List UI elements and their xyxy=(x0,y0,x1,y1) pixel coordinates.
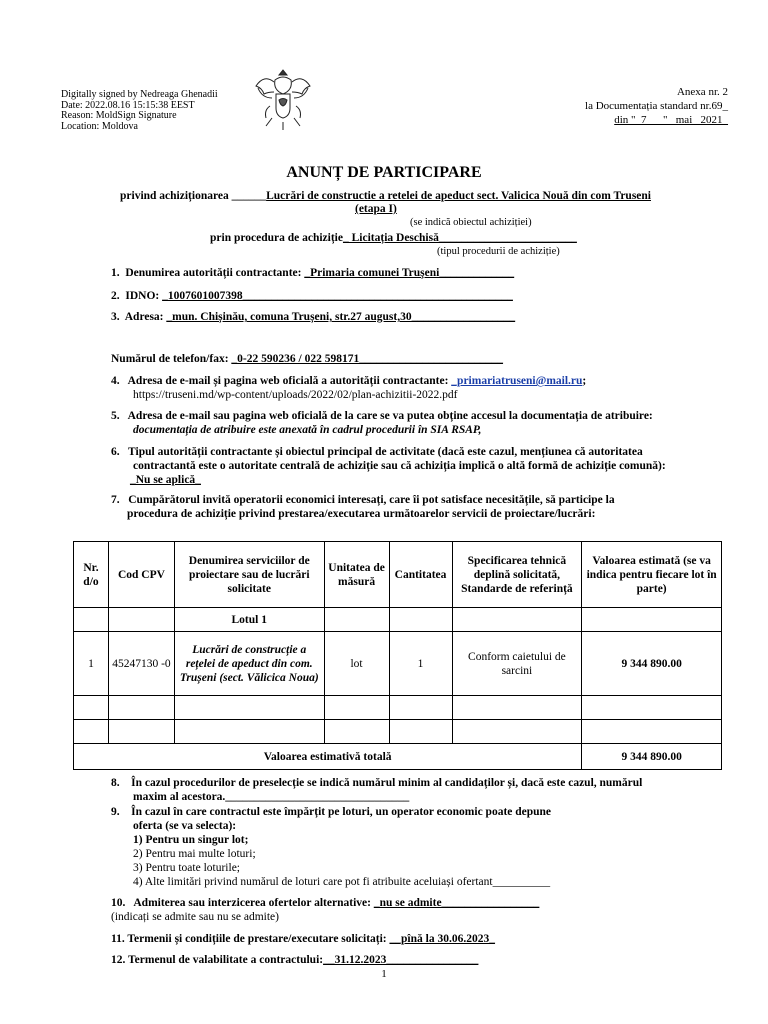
signature-date: Date: 2022.08.16 15:15:38 EEST xyxy=(61,99,195,111)
item-5 xyxy=(111,409,653,423)
procedure-type: _ Licitația Deschisă________________________ xyxy=(343,232,577,244)
contracting-authority: _Primaria comunei Truşeni_____________ xyxy=(304,267,515,279)
total-row xyxy=(74,744,722,770)
item-5-number: 5. xyxy=(111,410,120,422)
item-8-label: În cazul procedurilor de preselecție se indică numărul minim al candidaților și, dacă este cazul, numărul xyxy=(131,777,643,789)
row-unit: lot xyxy=(324,632,389,696)
annex-documentation: la Documentația standard nr.69_ xyxy=(585,100,728,112)
item-7-label: Cumpărătorul invită operatorii economici interesați, care îi pot satisface necesitățile, să participe la xyxy=(128,494,615,506)
procedure-hint: (tipul procedurii de achiziție) xyxy=(437,246,560,257)
item-11-label: 11. Termenii și condițiile de prestare/executare solicitați: xyxy=(111,933,387,945)
item-9-number: 9. xyxy=(111,806,120,818)
empty-cell xyxy=(452,696,582,720)
item-9-label: În cazul în care contractul este împărțit pe loturi, un operator economic poate depune xyxy=(131,806,552,818)
empty-row xyxy=(74,696,722,720)
procurement-stage: (etapa I) xyxy=(355,203,397,215)
item-1 xyxy=(111,266,514,280)
lot-empty-cell xyxy=(389,608,452,632)
item-8-number: 8. xyxy=(111,777,120,789)
lot-empty-cell xyxy=(582,608,722,632)
page-number: 1 xyxy=(381,968,387,980)
alternatives-value: _nu se admite_________________ xyxy=(373,897,540,909)
item-4 xyxy=(111,374,586,388)
item-8 xyxy=(111,776,642,790)
item-10-hint: (indicați se admite sau nu se admite) xyxy=(111,911,279,923)
intro-line xyxy=(120,189,651,203)
phone-label: Numărul de telefon/fax: xyxy=(111,353,229,365)
item-4-label: Adresa de e-mail și pagina web oficială a autorității contractante: xyxy=(127,375,449,387)
procedure-label: prin procedura de achiziție xyxy=(210,232,343,244)
item-4-separator: ; xyxy=(582,375,587,387)
authority-type-value: _Nu se aplică_ xyxy=(130,474,201,486)
item-1-number: 1. xyxy=(111,267,120,279)
item-11 xyxy=(111,932,495,946)
empty-cell xyxy=(324,696,389,720)
item-2 xyxy=(111,289,513,303)
item-12 xyxy=(111,953,478,967)
signature-signer: Digitally signed by Nedreaga Ghenadii xyxy=(61,89,218,100)
item-2-label: IDNO: xyxy=(125,290,160,302)
empty-cell xyxy=(74,696,109,720)
empty-cell xyxy=(324,720,389,744)
item-6-number: 6. xyxy=(111,446,120,458)
empty-cell xyxy=(174,696,324,720)
item-7-number: 7. xyxy=(111,494,120,506)
item-7 xyxy=(111,493,615,507)
page-title: ANUNȚ DE PARTICIPARE xyxy=(286,164,482,181)
item-10-label: Admiterea sau interzicerea ofertelor alternative: xyxy=(133,897,371,909)
phone-line xyxy=(111,352,503,366)
item-10 xyxy=(111,896,539,910)
digital-signature-block xyxy=(61,90,218,132)
empty-cell xyxy=(389,696,452,720)
annex-reference xyxy=(585,85,728,127)
item-3-label: Adresa: xyxy=(124,311,164,323)
empty-cell xyxy=(108,720,174,744)
item-7-line-2: procedura de achiziție privind prestarea/executarea următoarelor servicii de proiectare/lucrări: xyxy=(127,508,596,520)
row-cpv: 45247130 -0 xyxy=(108,632,174,696)
signature-reason: Reason: MoldSign Signature xyxy=(61,110,177,121)
documentation-access: documentația de atribuire este anexată în cadrul procedurii în SIA RSAP, xyxy=(133,424,482,436)
option-other-limits: 4) Alte limitări privind numărul de loturi care pot fi atribuite aceluiași ofertant__________ xyxy=(133,876,551,888)
option-single-lot: 1) Pentru un singur lot; xyxy=(133,834,249,846)
lot-empty-cell xyxy=(74,608,109,632)
header-unit: Unitatea de măsură xyxy=(324,542,389,608)
item-1-label: Denumirea autorității contractante: xyxy=(125,267,302,279)
table-row xyxy=(74,632,722,696)
idno-value: _1007601007398_______________________________________________ xyxy=(162,290,513,302)
empty-row xyxy=(74,720,722,744)
header-cpv: Cod CPV xyxy=(108,542,174,608)
table-header-row xyxy=(74,542,722,608)
row-name: Lucrări de construcție a rețelei de apeduct din com. Trușeni (sect. Vălicica Noua) xyxy=(174,632,324,696)
procurement-object: Lucrări de constructie a retelei de apeduct sect. Valicica Nouă din com Truseni xyxy=(266,190,651,202)
lot-empty-cell xyxy=(108,608,174,632)
item-10-number: 10. xyxy=(111,897,126,909)
procurement-table xyxy=(73,541,722,770)
execution-deadline: __pînă la 30.06.2023_ xyxy=(389,933,495,945)
item-4-number: 4. xyxy=(111,375,120,387)
lot-label: Lotul 1 xyxy=(174,608,324,632)
email-link[interactable]: _primariatruseni@mail.ru xyxy=(451,375,583,387)
empty-cell xyxy=(582,720,722,744)
header-services: Denumirea serviciilor de proiectare sau de lucrări solicitate xyxy=(174,542,324,608)
lot-empty-cell xyxy=(452,608,582,632)
empty-cell xyxy=(174,720,324,744)
empty-cell xyxy=(108,696,174,720)
empty-cell xyxy=(452,720,582,744)
row-nr: 1 xyxy=(74,632,109,696)
coat-of-arms-icon xyxy=(250,66,316,132)
annex-date: din "_7___" _mai_ 2021_ xyxy=(614,114,728,126)
item-12-label: 12. Termenul de valabilitate a contractului: xyxy=(111,954,324,966)
intro-label: privind achiziționarea ______ xyxy=(120,190,267,202)
lot-empty-cell xyxy=(324,608,389,632)
total-label: Valoarea estimativă totală xyxy=(74,744,582,770)
lot-row xyxy=(74,608,722,632)
item-6 xyxy=(111,445,643,459)
row-value: 9 344 890.00 xyxy=(582,632,722,696)
item-8-line-2: maxim al acestora.________________________________ xyxy=(133,791,410,803)
row-specification: Conform caietului de sarcini xyxy=(452,632,582,696)
item-5-label: Adresa de e-mail sau pagina web oficială de la care se va putea obține accesul la documentația de atribuire: xyxy=(127,410,653,422)
item-6-label: Tipul autorității contractante și obiectul principal de activitate (dacă este cazul, mențiunea că autoritatea xyxy=(128,446,643,458)
signature-location: Location: Moldova xyxy=(61,120,138,132)
item-6-line-2: contractantă este o autoritate centrală de achiziție sau că achiziția implică o altă formă de achiziție comună): xyxy=(133,460,666,472)
total-value: 9 344 890.00 xyxy=(582,744,722,770)
item-9 xyxy=(111,805,551,819)
item-2-number: 2. xyxy=(111,290,120,302)
option-all-lots: 3) Pentru toate loturile; xyxy=(133,862,240,874)
empty-cell xyxy=(74,720,109,744)
empty-cell xyxy=(582,696,722,720)
row-quantity: 1 xyxy=(389,632,452,696)
empty-cell xyxy=(389,720,452,744)
item-3 xyxy=(111,310,515,324)
annex-number: Anexa nr. 2 xyxy=(676,86,728,98)
contract-validity: __31.12.2023________________ xyxy=(323,954,479,966)
header-specification: Specificarea tehnică deplină solicitată, Standarde de referință xyxy=(452,542,582,608)
object-hint: (se indică obiectul achiziției) xyxy=(410,217,532,228)
address-value: _mun. Chișinău, comuna Trușeni, str.27 august,30__________________ xyxy=(166,311,516,323)
option-multiple-lots: 2) Pentru mai multe loturi; xyxy=(133,848,256,860)
website-link[interactable]: https://truseni.md/wp-content/uploads/2022/02/plan-achizitii-2022.pdf xyxy=(133,389,458,401)
phone-value: _0-22 590236 / 022 598171_________________________ xyxy=(231,353,503,365)
header-quantity: Cantitatea xyxy=(389,542,452,608)
item-9-line-2: oferta (se va selecta): xyxy=(133,820,237,832)
header-nr: Nr. d/o xyxy=(74,542,109,608)
header-estimated-value: Valoarea estimată (se va indica pentru fiecare lot în parte) xyxy=(582,542,722,608)
item-3-number: 3. xyxy=(111,311,120,323)
procedure-line xyxy=(210,231,577,245)
